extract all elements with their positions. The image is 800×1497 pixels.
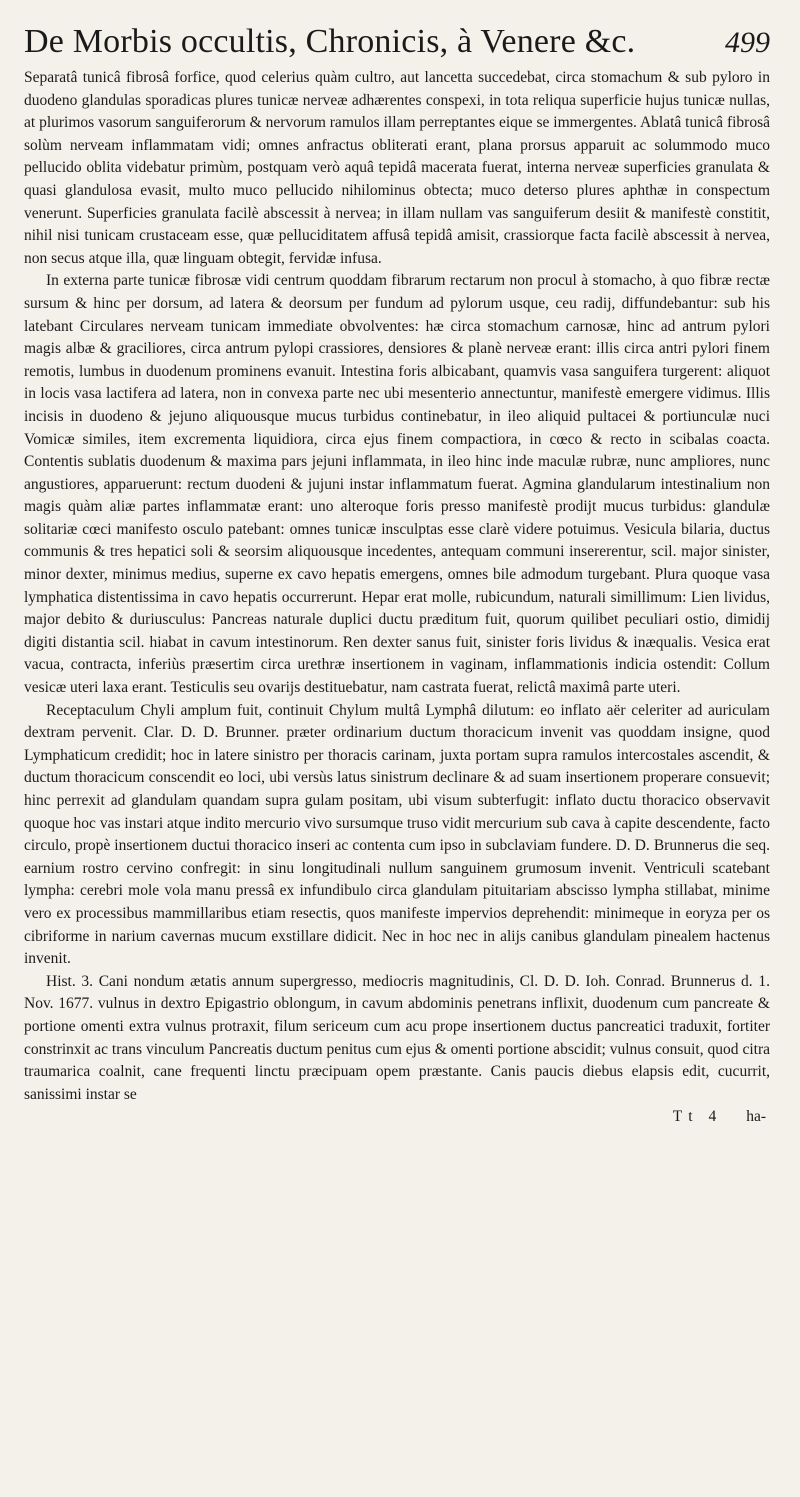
signature-mark: Tt 4	[672, 1108, 723, 1126]
body-text	[24, 67, 770, 1106]
paragraph: Hist. 3. Cani nondum ætatis annum supergresso, mediocris magnitudinis, Cl. D. D. Ioh. Conrad. Brunnerus d. 1. Nov. 1677. vulnus in dextro Epigastrio oblongum, in cavum abdominis penetrans inflixit, duodenum cum pancreate & portione omenti extra vulnus protraxit, filum sericeum cum acu prope insertionem ductus pancreatici traduxit, fortiter constrinxit ac trans vinculum Pancreatis ductum penitus cum ejus & omenti portione abscidit; vulnus consuit, quod citra traumarica coalnit, cane frequenti linctu præcipuam opem præstante. Canis paucis diebus elapsis edit, cucurrit, sanissimi instar se	[24, 972, 770, 1103]
paragraph: Separatâ tunicâ fibrosâ forfice, quod celerius quàm cultro, aut lancetta succedebat, circa stomachum & sub pyloro in duodeno glandulas sporadicas plures tunicæ nerveæ adhærentes conspexi, in tota reliqua superficie hujus tunicæ nullas, at plurimos vasorum sanguiferorum & nervorum ramulos illam perreptantes eique se immergentes. Ablatâ tunicâ fibrosâ solùm nerveam inflammatam vidi; omnes anfractus obliterati erant, plana prorsus apparuit ac solummodo muco pellucido oblita videbatur primùm, postquam verò aquâ tepidâ macerata fuerat, interna nerveæ superficies granulata & quasi glandulosa evasit, multo muco pellucido nihilominus obtecta; muco deterso plures aphthæ in conspectum venerunt. Superficies granulata facilè abscessit à nervea; in illam nullam vas sanguiferum desiit & manifestè constitit, nihil nisi tunicam crustaceam esse, quæ pelluciditatem affusâ tepidâ amisit, crassiorque facta facilè abscessit à nervea, non secus atque illa, quæ linguam obtegit, fervidæ infusa.	[24, 69, 770, 267]
page-number: 499	[725, 26, 770, 59]
catchword: ha-	[746, 1108, 766, 1126]
page-footer	[24, 1106, 770, 1128]
running-head	[24, 22, 770, 63]
paragraph: Receptaculum Chyli amplum fuit, continuit Chylum multâ Lymphâ dilutum: eo inflato aër celeriter ad auriculam dextram pervenit. Clar. D. D. Brunner. præter ordinarium ductum thoracicum invenit vas quoddam insigne, quod Lymphaticum credidit; hoc in latere sinistro per thoracis carinam, juxta portam supra ramulos intercostales ascendit, & ductum thoracicum conscendit eo loci, ubi versùs latus sinistrum declinare & ad suam insertionem properare consuevit; hinc perrexit ad glandulam quandam supra gulam positam, ubi visum subterfugit: inflato ductu thoracico observavit quoque hoc vas instari atque indito mercurio vivo sursumque truso vidit mercurium sub cava à capite descendente, facto circulo, propè insertionem ductui thoracico inseri ac contenta cum ipso in subclaviam fundere. D. D. Brunnerus die seq. earnium rostro cervino confregit: in sinu longitudinali nullum sanguinem grumosum invenit. Ventriculi scatebant lympha: cerebri mole vola manu pressâ ex infundibulo circa glandulam pituitariam abscisso lympha stillabat, minime vero ex processibus mammillaribus etiam resectis, quos manifeste impervios deprehendit: minimeque in eoryza per os cibriforme in narium cavernas mucum exstillare didicit. Nec in hoc nec in alijs canibus glandulam pinealem hactenus invenit.	[24, 701, 770, 968]
page-title: De Morbis occultis, Chronicis, à Venere &c.	[24, 23, 636, 60]
paragraph: In externa parte tunicæ fibrosæ vidi centrum quoddam fibrarum rectarum non procul à stomacho, à quo fibræ rectæ sursum & hinc per dorsum, ad latera & deorsum per fundum ad pylorum usque, ceu radij, diffundebantur: sub his latebant Circulares nerveam tunicam immediate obvolventes: hæ circa stomachum carnosæ, hinc ad antrum pylori magis albæ & graciliores, circa antrum pylopi crassiores, densiores & planè nerveæ erant: illis circa antri pylori finem remotis, lumbus in duodenum prominens evanuit. Intestina foris albicabant, quamvis vasa sanguifera turgerent: aliquot in locis vasa lactifera ad latera, non in convexa parte nec ubi mesenterio annectuntur, manifestè emergere vidimus. Illis incisis in duodeno & jejuno aliquousque mucus turbidus continebatur, in ileo aliquid pultacei & portiunculæ nuci Vomicæ similes, item excrementa liquidiora, circa ejus finem compactiora, in cœco & recto in scibalas coacta. Contentis sublatis duodenum & maxima pars jejuni inflammata, in ileo hinc inde maculæ rubræ, nunc ampliores, nunc angustiores, apparuerunt: rectum duodeni & jujuni instar inflammatum fuerat. Agmina glandularum intestinalium non magis quàm aliæ partes inflammatæ erant: uno alteroque foris presso manifestè prodijt mucus turbidus: glandulæ solitariæ cœci manifesto osculo patebant: omnes tunicæ insculptas esse clarè videre potuimus. Vesicula bilaria, ductus communis & tres hepatici soli & seorsim aliquousque incedentes, antequam communi insererentur, scil. major sinister, minor dexter, minimus medius, superne ex cavo hepatis emergens, omnes bile admodum turgebant. Plura quoque vasa lymphatica distentissima in cavo hepatis occurrerunt. Hepar erat molle, rubicundum, naturali simillimum: Lien lividus, major debito & duriusculus: Pancreas naturale duplici ductu præditum fuit, quorum quilibet peculiari ostio, dimidij digiti distantia scil. hiabat in cavum intestinorum. Ren dexter sanus fuit, sinister foris lividus & inæqualis. Vesica erat vacua, contracta, inferiùs præsertim circa urethræ insertionem in vaginam, inflammationis indicia ostendit: Collum vesicæ uteri laxa erant. Testiculis seu ovarijs destituebatur, nam castrata fuerat, relictâ maximâ parte uteri.	[24, 272, 770, 697]
